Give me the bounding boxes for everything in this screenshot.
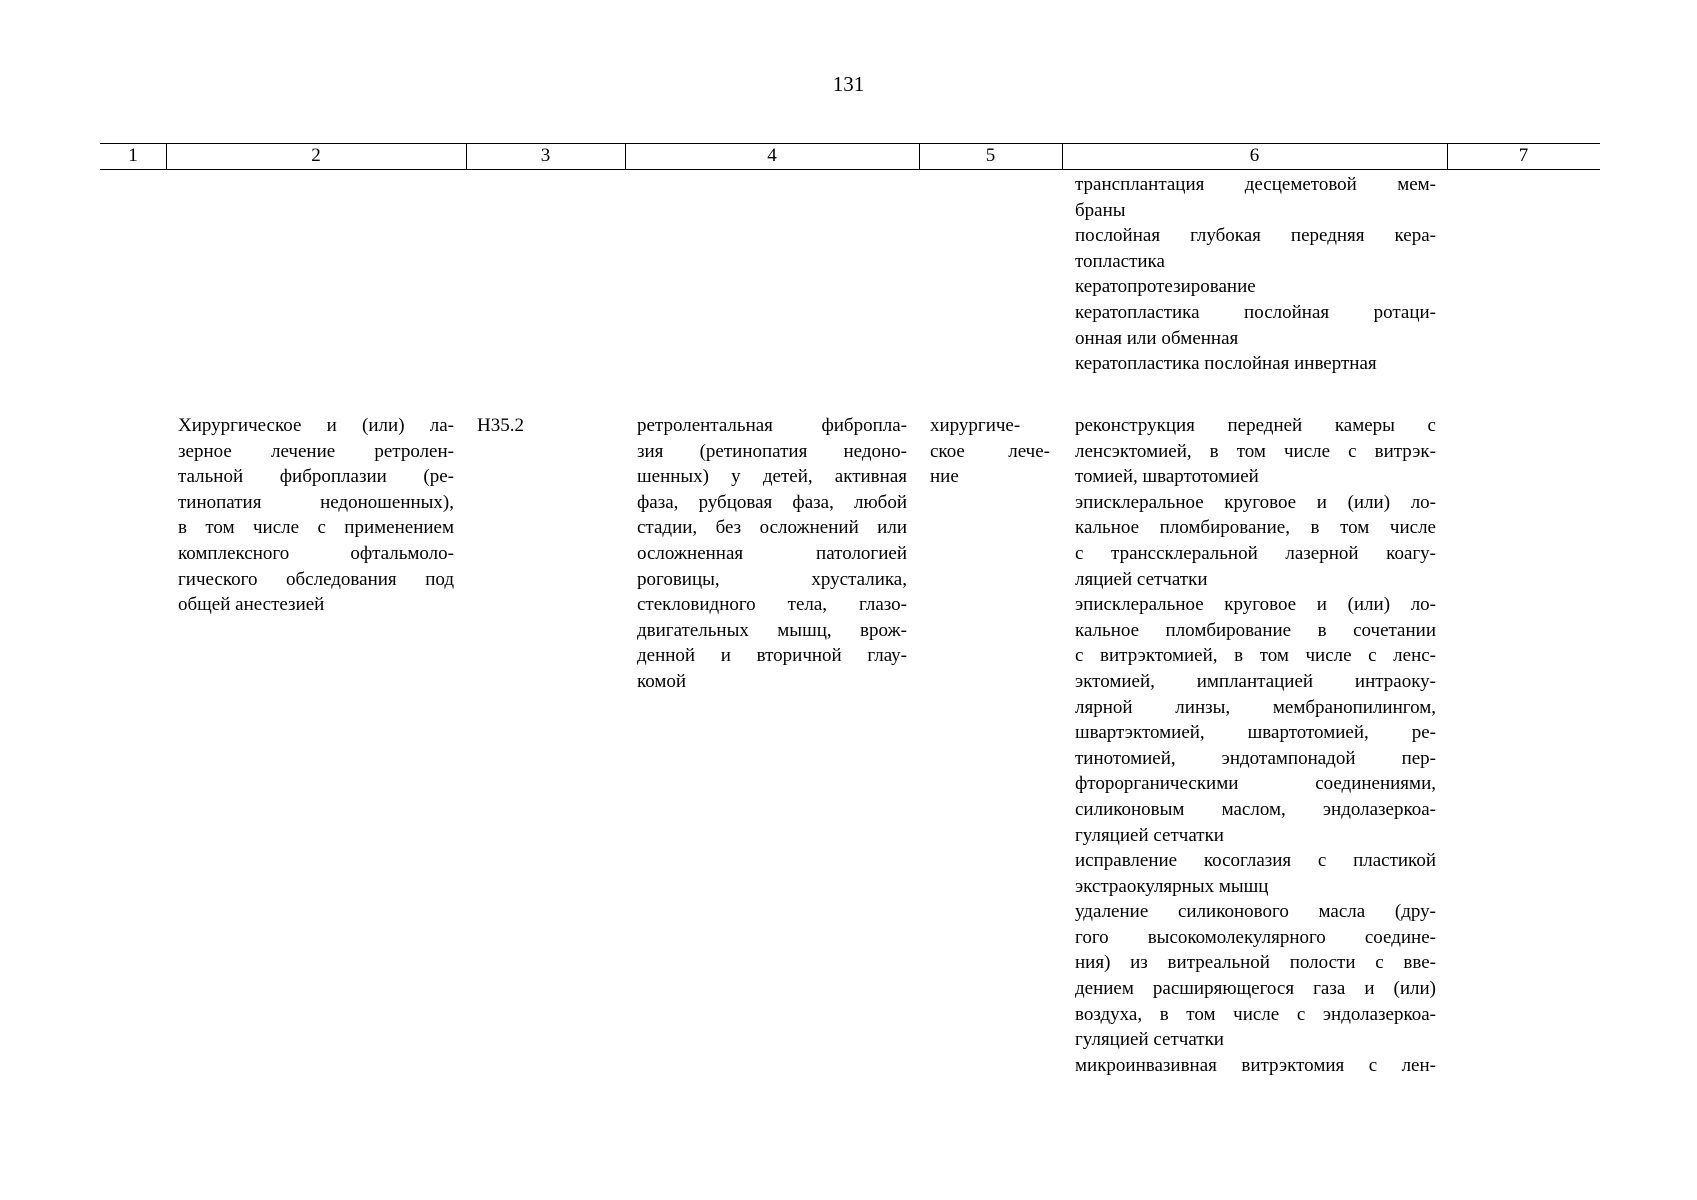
cell-line: ния) из витреальной полости с вве- bbox=[1075, 952, 1436, 974]
cell-line: фторорганическими соединениями, bbox=[1075, 773, 1436, 795]
cell-line: хирургиче- bbox=[930, 415, 1021, 436]
cell-line: фаза, рубцовая фаза, любой bbox=[637, 491, 907, 513]
table-header-row bbox=[100, 143, 1600, 170]
cell-line: стадии, без осложнений или bbox=[637, 517, 907, 539]
cell-line: кератопластика послойная инвертная bbox=[1075, 353, 1377, 375]
cell-line: эписклеральное круговое и (или) ло- bbox=[1075, 491, 1436, 513]
cell-line: кальное пломбирование, в том числе bbox=[1075, 517, 1436, 539]
cell-line: кератопластика послойная ротаци- bbox=[1075, 301, 1436, 323]
cell-line: ское лече- bbox=[930, 440, 1050, 462]
cell-line: гуляцией сетчатки bbox=[1075, 824, 1224, 846]
cell-line: осложненная патологией bbox=[637, 542, 907, 564]
cell-line: экстраокулярных мышц bbox=[1075, 875, 1269, 897]
cell-line: с витрэктомией, в том числе с ленс- bbox=[1075, 645, 1436, 667]
treatment-type-cell bbox=[930, 413, 1050, 490]
column-header-3: 3 bbox=[540, 145, 551, 166]
cell-line: зерное лечение ретролен- bbox=[178, 440, 454, 462]
column-divider bbox=[466, 143, 467, 170]
column-header-5: 5 bbox=[985, 145, 996, 166]
cell-line: ленсэктомией, в том числе с витрэк- bbox=[1075, 440, 1436, 462]
cell-line: браны bbox=[1075, 199, 1126, 221]
column-header-2: 2 bbox=[311, 145, 321, 166]
cell-line: Хирургическое и (или) ла- bbox=[178, 415, 454, 436]
cell-line: зия (ретинопатия недоно- bbox=[637, 440, 907, 462]
cell-line: комой bbox=[637, 670, 687, 692]
cell-line: ляцией сетчатки bbox=[1075, 568, 1208, 590]
cell-line: гического обследования под bbox=[178, 568, 454, 590]
icd-code-cell bbox=[477, 413, 617, 439]
cell-line: послойная глубокая передняя кера- bbox=[1075, 225, 1436, 247]
cell-line: денной и вторичной глау- bbox=[637, 645, 907, 667]
cell-line: тальной фиброплазии (ре- bbox=[178, 466, 454, 488]
cell-line: общей анестезией bbox=[178, 594, 325, 616]
cell-line: ретролентальная фибропла- bbox=[637, 415, 907, 436]
column-divider bbox=[1062, 143, 1063, 170]
cell-line: роговицы, хрусталика, bbox=[637, 568, 907, 590]
continuation-col6-cell bbox=[1075, 172, 1436, 377]
column-header-6: 6 bbox=[1249, 145, 1260, 166]
treatment-name-cell bbox=[178, 413, 454, 618]
column-divider bbox=[919, 143, 920, 170]
cell-line: томией, швартотомией bbox=[1075, 466, 1259, 488]
column-header-7: 7 bbox=[1518, 145, 1529, 166]
cell-line: кальное пломбирование в сочетании bbox=[1075, 619, 1436, 641]
column-header-1: 1 bbox=[128, 145, 138, 166]
cell-line: тинопатия недоношенных), bbox=[178, 491, 454, 513]
cell-line: гого высокомолекулярного соедине- bbox=[1075, 926, 1436, 948]
column-header-4: 4 bbox=[767, 145, 777, 166]
cell-line: лярной линзы, мембранопилингом, bbox=[1075, 696, 1436, 718]
cell-line: реконструкция передней камеры с bbox=[1075, 415, 1436, 436]
cell-line: тинотомией, эндотампонадой пер- bbox=[1075, 747, 1436, 769]
column-divider bbox=[625, 143, 626, 170]
column-divider bbox=[1447, 143, 1448, 170]
cell-line: швартэктомией, швартотомией, ре- bbox=[1075, 722, 1436, 744]
cell-line: с транссклеральной лазерной коагу- bbox=[1075, 542, 1436, 564]
cell-line: шенных) у детей, активная bbox=[637, 466, 907, 488]
cell-line: комплексного офтальмоло- bbox=[178, 542, 454, 564]
cell-line: дением расширяющегося газа и (или) bbox=[1075, 978, 1436, 1000]
cell-line: микроинвазивная витрэктомия с лен- bbox=[1075, 1054, 1436, 1076]
treatment-methods-cell bbox=[1075, 413, 1436, 1078]
cell-line: трансплантация десцеметовой мем- bbox=[1075, 174, 1436, 195]
icd-code: H35.2 bbox=[477, 415, 524, 436]
cell-line: воздуха, в том числе с эндолазеркоа- bbox=[1075, 1003, 1436, 1025]
diagnosis-cell bbox=[637, 413, 907, 695]
cell-line: ние bbox=[930, 466, 959, 488]
cell-line: удаление силиконового масла (дру- bbox=[1075, 901, 1436, 923]
cell-line: эктомией, имплантацией интраоку- bbox=[1075, 670, 1436, 692]
cell-line: топластика bbox=[1075, 250, 1165, 272]
cell-line: эписклеральное круговое и (или) ло- bbox=[1075, 594, 1436, 616]
cell-line: гуляцией сетчатки bbox=[1075, 1029, 1224, 1051]
cell-line: силиконовым маслом, эндолазеркоа- bbox=[1075, 798, 1436, 820]
page-number: 131 bbox=[832, 72, 865, 96]
cell-line: онная или обменная bbox=[1075, 327, 1239, 349]
cell-line: кератопротезирование bbox=[1075, 276, 1256, 298]
cell-line: двигательных мышц, врож- bbox=[637, 619, 907, 641]
cell-line: исправление косоглазия с пластикой bbox=[1075, 850, 1436, 872]
cell-line: стекловидного тела, глазо- bbox=[637, 594, 907, 616]
column-divider bbox=[166, 143, 167, 170]
cell-line: в том числе с применением bbox=[178, 517, 454, 539]
